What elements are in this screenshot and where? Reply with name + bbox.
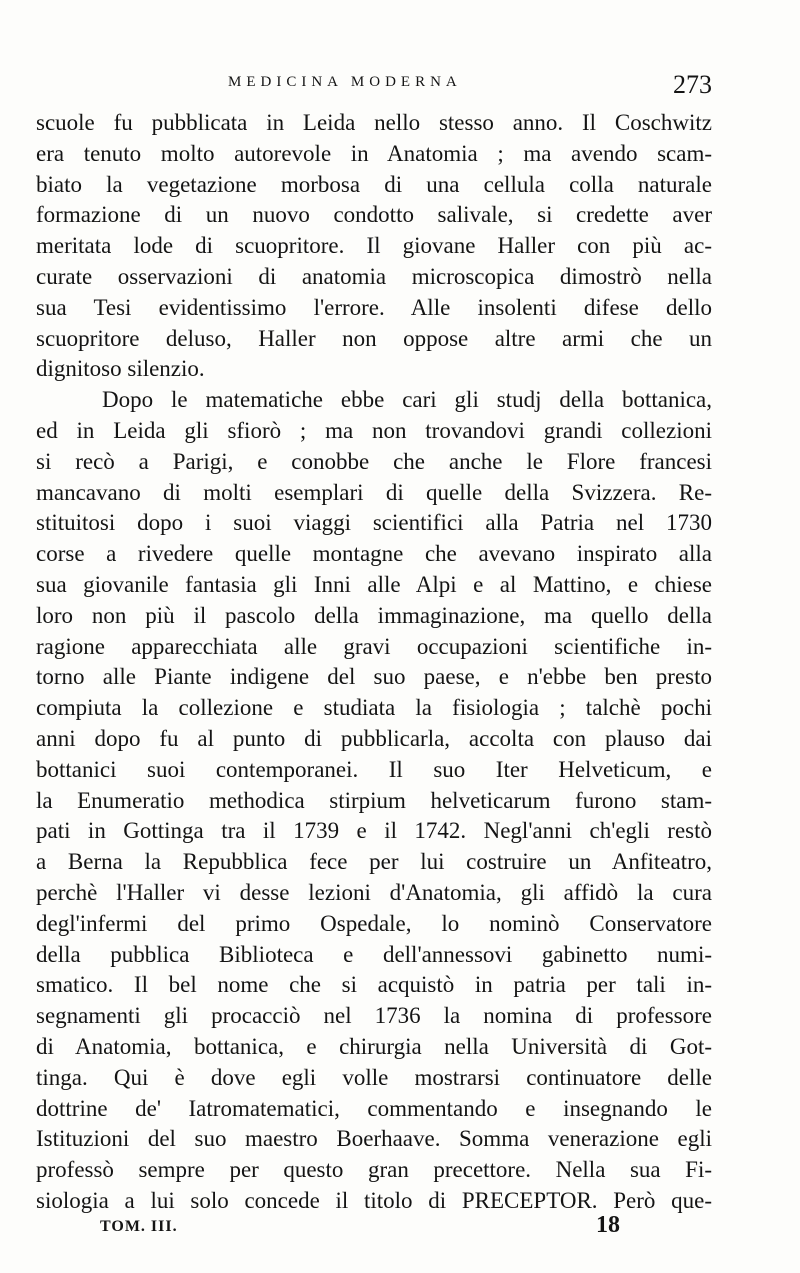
text-line: perchè l'Haller vi desse lezioni d'Anatomia, gli affidò la cura bbox=[36, 879, 712, 905]
paragraph-end-line: dignitoso silenzio. bbox=[36, 356, 205, 382]
text-line: smatico. Il bel nome che si acquistò in patria per tali in- bbox=[36, 972, 712, 998]
text-line: corse a rivedere quelle montagne che avevano inspirato alla bbox=[36, 541, 712, 567]
text-line: anni dopo fu al punto di pubblicarla, accolta con plauso dai bbox=[36, 725, 712, 751]
text-line: biato la vegetazione morbosa di una cellula colla naturale bbox=[36, 171, 712, 197]
text-line: siologia a lui solo concede il titolo di PRECEPTOR. Però que- bbox=[36, 1187, 712, 1213]
text-line: stituitosi dopo i suoi viaggi scientifici alla Patria nel 1730 bbox=[36, 510, 712, 536]
text-line: scuole fu pubblicata in Leida nello stesso anno. Il Coschwitz bbox=[36, 110, 712, 135]
text-line: segnamenti gli procacciò nel 1736 la nomina di professore bbox=[36, 1003, 712, 1029]
page-header bbox=[36, 70, 712, 106]
text-line: si recò a Parigi, e conobbe che anche le Flore francesi bbox=[36, 448, 712, 474]
text-line: loro non più il pascolo della immaginazione, ma quello della bbox=[36, 602, 712, 628]
text-line: ed in Leida gli sfiorò ; ma non trovandovi grandi collezioni bbox=[36, 417, 712, 443]
gathering-number: 18 bbox=[596, 1212, 620, 1238]
text-line: formazione di un nuovo condotto salivale, si credette aver bbox=[36, 202, 712, 228]
text-line: sua giovanile fantasia gli Inni alle Alpi e al Mattino, e chiese bbox=[36, 571, 712, 597]
text-line: ragione apparecchiata alle gravi occupazioni scientifiche in- bbox=[36, 633, 712, 659]
text-line: a Berna la Repubblica fece per lui costruire un Anfiteatro, bbox=[36, 849, 712, 875]
text-line: dottrine de' Iatromatematici, commentando e insegnando le bbox=[36, 1095, 712, 1121]
text-line: scuopritore deluso, Haller non oppose altre armi che un bbox=[36, 325, 712, 351]
text-line: meritata lode di scuopritore. Il giovane Haller con più ac- bbox=[36, 233, 712, 259]
running-head: MEDICINA MODERNA bbox=[228, 74, 462, 90]
text-line: della pubblica Biblioteca e dell'annessovi gabinetto numi- bbox=[36, 941, 712, 967]
text-line: torno alle Piante indigene del suo paese, e n'ebbe ben presto bbox=[36, 664, 712, 690]
text-line: compiuta la collezione e studiata la fisiologia ; talchè pochi bbox=[36, 695, 712, 721]
text-line: tinga. Qui è dove egli volle mostrarsi continuatore delle bbox=[36, 1064, 712, 1090]
volume-signature: TOM. III. bbox=[100, 1218, 178, 1235]
text-line: Istituzioni del suo maestro Boerhaave. Somma venerazione egli bbox=[36, 1126, 712, 1152]
text-line: bottanici suoi contemporanei. Il suo Iter Helveticum, e bbox=[36, 756, 712, 782]
text-line: professò sempre per questo gran precettore. Nella sua Fi- bbox=[36, 1157, 712, 1183]
text-line: pati in Gottinga tra il 1739 e il 1742. Negl'anni ch'egli restò bbox=[36, 818, 712, 844]
text-line: curate osservazioni di anatomia microscopica dimostrò nella bbox=[36, 263, 712, 289]
text-line: sua Tesi evidentissimo l'errore. Alle insolenti difese dello bbox=[36, 294, 712, 320]
paragraph-start-line: Dopo le matematiche ebbe cari gli studj della bottanica, bbox=[102, 387, 712, 413]
page-footer bbox=[100, 1212, 620, 1246]
text-line: la Enumeratio methodica stirpium helveticarum furono stam- bbox=[36, 787, 712, 813]
text-line: degl'infermi del primo Ospedale, lo nominò Conservatore bbox=[36, 910, 712, 936]
text-line: mancavano di molti esemplari di quelle della Svizzera. Re- bbox=[36, 479, 712, 505]
body-text bbox=[36, 108, 712, 1217]
text-line: di Anatomia, bottanica, e chirurgia nella Università di Got- bbox=[36, 1033, 712, 1059]
page-number: 273 bbox=[673, 70, 712, 99]
text-line: era tenuto molto autorevole in Anatomia ; ma avendo scam- bbox=[36, 140, 712, 166]
